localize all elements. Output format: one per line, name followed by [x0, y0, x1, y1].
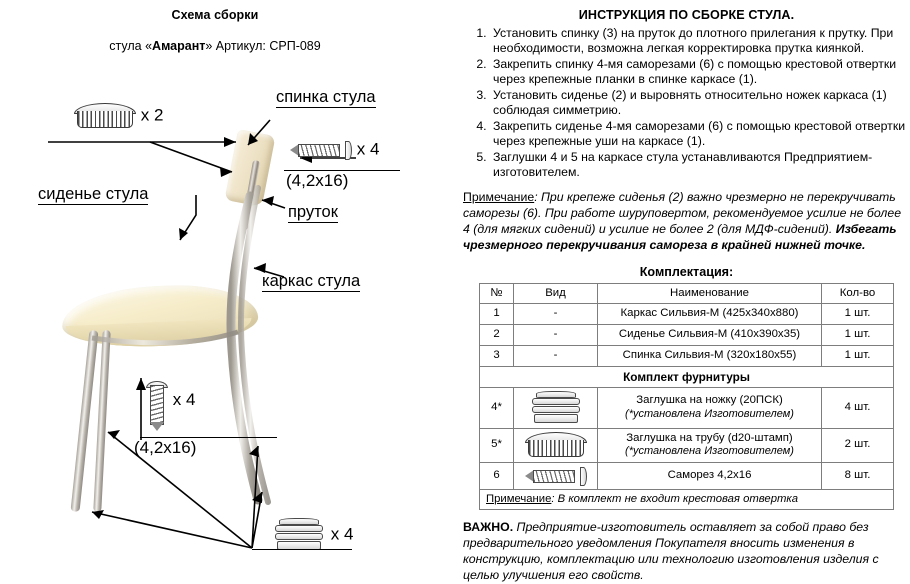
assembly-note-text: : При крепеже сиденья (2) важно чрезмерно не перекручивать саморезы (6). При работе шуруповертом, рекомендуемое усилие не более 4 (для мягких сидений) и усилие не более 2 (для МДФ-сидений). — [463, 189, 902, 236]
instruction-step: 4. Закрепить сиденье 4-мя саморезами (6) с помощью крестовой отвертки через крепежные уши на каркасе (1). — [490, 119, 910, 150]
instructions-panel — [463, 0, 910, 583]
cell-view: - — [514, 304, 598, 325]
screw-upper-qty: x 4 — [356, 139, 380, 159]
cell-view: - — [514, 345, 598, 366]
table-header-row — [480, 283, 894, 304]
tube-cap-icon — [525, 432, 587, 458]
instructions-title: ИНСТРУКЦИЯ ПО СБОРКЕ СТУЛА. — [578, 8, 795, 22]
label-back: спинка стула — [276, 88, 376, 108]
leg-cap-icon — [272, 518, 326, 552]
page-title: Схема сборки — [171, 8, 259, 22]
table-row — [480, 387, 894, 428]
col-header-name: Наименование — [598, 283, 822, 304]
cell-name: Сиденье Сильвия-М (410х390х35) — [598, 325, 822, 346]
cell-view — [514, 387, 598, 428]
assembly-note-header: Примечание — [463, 189, 535, 204]
cell-view: - — [514, 325, 598, 346]
callout-leg-cap-rule — [252, 549, 352, 550]
part-subnote: (*установлена Изготовителем) — [625, 407, 794, 420]
part-subnote: (*установлена Изготовителем) — [625, 445, 794, 458]
part-name: Заглушка на трубу (d20-штамп) — [626, 431, 793, 444]
leader-lines — [0, 0, 460, 575]
important-header: ВАЖНО. — [463, 520, 514, 535]
cell-num: 3 — [480, 345, 514, 366]
cell-name: Саморез 4,2х16 — [598, 462, 822, 489]
subtitle-model: Амарант — [152, 39, 206, 53]
table-footnote-header: Примечание — [486, 492, 552, 505]
parts-table-caption: Комплектация: — [639, 264, 734, 279]
table-subheader: Комплект фурнитуры — [480, 366, 894, 387]
cell-view — [514, 428, 598, 462]
instruction-step: 3. Установить сиденье (2) и выровнять относительно ножек каркаса (1) соблюдая симметрию. — [490, 88, 910, 119]
table-row — [480, 304, 894, 325]
cell-num: 1 — [480, 304, 514, 325]
table-footnote-row — [480, 489, 894, 510]
cell-qty: 1 шт. — [822, 345, 894, 366]
cell-name — [598, 387, 822, 428]
table-footnote — [480, 489, 894, 510]
cell-num: 5* — [480, 428, 514, 462]
screw-upper-dim: (4,2х16) — [286, 171, 349, 190]
screw-icon — [290, 140, 352, 160]
table-row — [480, 428, 894, 462]
cell-num: 4* — [480, 387, 514, 428]
cell-qty: 1 шт. — [822, 325, 894, 346]
subtitle-prefix: стула « — [109, 39, 153, 53]
table-row — [480, 462, 894, 489]
callout-tube-cap — [74, 103, 163, 129]
leg-cap-icon — [529, 391, 583, 425]
important-notice — [463, 520, 910, 584]
instruction-step: 2. Закрепить спинку 4-мя саморезами (6) с помощью крестовой отвертки через крепежные планки в спинке каркасе (1). — [490, 57, 910, 88]
assembly-diagram-panel — [0, 0, 460, 575]
tube-cap-icon — [74, 103, 136, 129]
tube-cap-qty: x 2 — [140, 105, 164, 125]
table-footnote-text: : В комплект не входит крестовая отвертка — [551, 492, 799, 505]
cell-num: 2 — [480, 325, 514, 346]
label-rod: пруток — [288, 203, 338, 223]
callout-leg-cap — [272, 518, 353, 552]
leg-cap-qty: x 4 — [330, 524, 354, 544]
cell-name — [598, 428, 822, 462]
table-subheader-row — [480, 366, 894, 387]
table-row — [480, 325, 894, 346]
callout-screw-middle — [146, 381, 195, 433]
subtitle-suffix: » Артикул: СРП-089 — [205, 39, 321, 53]
cell-name: Спинка Сильвия-М (320х180х55) — [598, 345, 822, 366]
col-header-view: Вид — [514, 283, 598, 304]
cell-qty: 4 шт. — [822, 387, 894, 428]
important-text: Предприятие-изготовитель оставляет за собой право без предварительного уведомления Покупателя вносить изменения в конструкцию, комплектацию или технологию изготовления изделия с целью улучшения его свойств. — [463, 520, 879, 583]
label-seat: сиденье стула — [38, 185, 148, 205]
screw-middle-dim: (4,2х16) — [134, 438, 197, 457]
cell-num: 6 — [480, 462, 514, 489]
screw-middle-qty: x 4 — [172, 390, 196, 410]
col-header-qty: Кол-во — [822, 283, 894, 304]
screw-icon — [146, 381, 168, 433]
table-row — [480, 345, 894, 366]
cell-view — [514, 462, 598, 489]
screw-icon — [525, 466, 587, 486]
label-frame: каркас стула — [262, 272, 360, 292]
instruction-steps-list — [463, 26, 910, 181]
instruction-step: 1. Установить спинку (3) на пруток до плотного прилегания к прутку. При необходимости, возможна легкая корректировка прутка киянкой. — [490, 26, 910, 57]
callout-screw-upper — [290, 140, 379, 160]
instruction-step: 5. Заглушки 4 и 5 на каркасе стула устанавливаются Предприятием-изготовителем. — [490, 150, 910, 181]
cell-qty: 8 шт. — [822, 462, 894, 489]
col-header-num: № — [480, 283, 514, 304]
part-name: Заглушка на ножку (20ПСК) — [636, 394, 783, 407]
cell-qty: 2 шт. — [822, 428, 894, 462]
parts-table — [479, 283, 894, 510]
assembly-note — [463, 190, 910, 254]
assembly-note-warning: Избегать чрезмерного перекручивания самореза в крайней нижней точке. — [463, 221, 897, 252]
cell-qty: 1 шт. — [822, 304, 894, 325]
cell-name: Каркас Сильвия-М (425х340х880) — [598, 304, 822, 325]
